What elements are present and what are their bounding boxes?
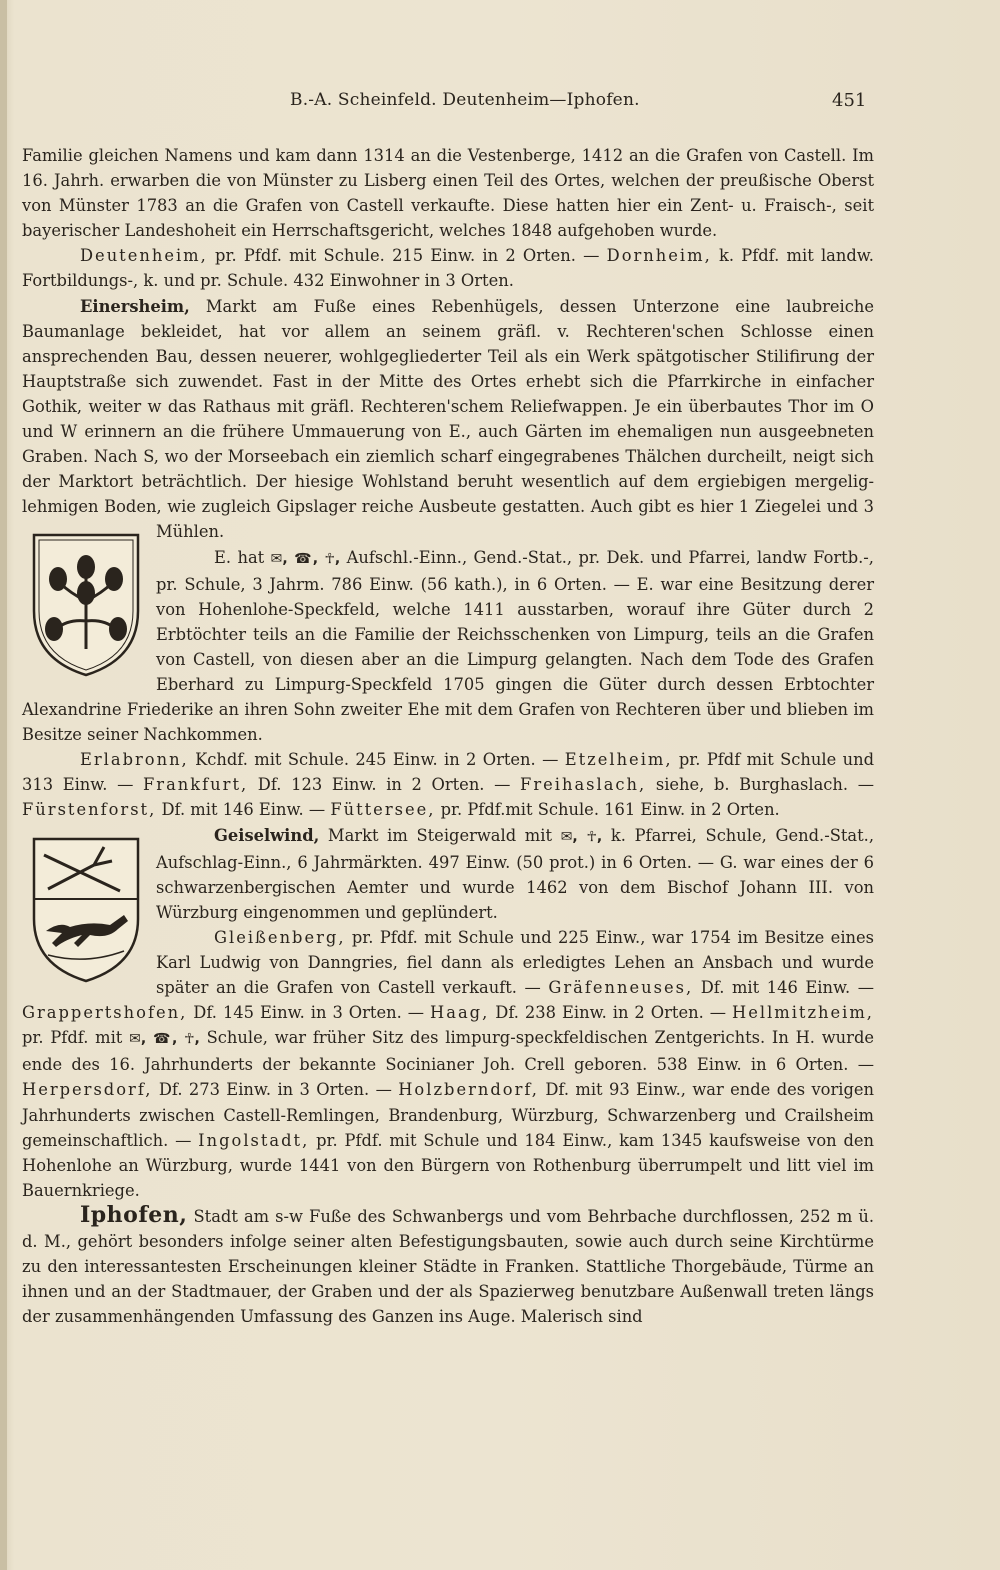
post-symbol-icon: ✉,	[560, 828, 578, 845]
crest-einersheim-icon	[30, 531, 142, 679]
page-number: 451	[832, 90, 867, 111]
paragraph-gleissenberg: Gleißenberg, pr. Pfdf. mit Schule und 225 Einw., war 1754 im Besitze eines Karl Ludwig von Danngries, fiel dann als erledigtes Lehen an Ansbach und wurde später an die Grafen von Castell verkauft. — Gräfenneuses, Df. mit 146 Einw. — Grappertshofen, Df. 145 Einw. in 3 Orten. — Haag, Df. 238 Einw. in 2 Orten. — Hellmitzheim, pr. Pfdf. mit ✉, ☎, ☥, Schule, war früher Sitz des limpurg-speckfeldischen Zentgerichts. In H. wurde ende des 16. Jahrhunderts der bekannte Socinianer Joh. Crell geboren. 538 Einw. in 6 Orten. — Herpersdorf, Df. 273 Einw. in 3 Orten. — Holzberndorf, Df. mit 93 Einw., war ende des vorigen Jahrhunderts zwischen Castell-Remlingen, Brandenburg, Würzburg, Schwarzenberg und Crailsheim gemeinschaftlich. — Ingolstadt, pr. Pfdf. mit Schule und 184 Einw., kam 1345 kaufsweise von den Hohenlohe an Würzburg, wurde 1441 von den Bürgern von Rothenburg überrumpelt und litt viel im Bauernkriege.	[22, 927, 875, 1200]
railway-symbol-icon: ☥,	[324, 550, 341, 567]
post-symbol-icon: ✉,	[129, 1031, 147, 1048]
paragraph-iphofen: Iphofen, Stadt am s-w Fuße des Schwanbergs und vom Behrbache durchflossen, 252 m ü. d. M., gehört besonders infolge seiner alten Befestigungsbauten, sowie auch durch seine Kirchtürme zu den interessantesten Erscheinungen kleiner Städte in Franken. Stattliche Thorgebäude, Türme an ihnen und an der Stadtmauer, der Graben und der als Spazierweg benutzbare Außenwall treten längs der zusammenhängenden Umfassung des Ganzen ins Auge. Malerisch sind	[22, 1201, 874, 1327]
paragraph-einersheim-details: E. hat ✉, ☎, ☥, Aufschl.-Einn., Gend.-Stat., pr. Dek. und Pfarrei, landw Fortb.-, pr. Schule, 3 Jahrm. 786 Einw. (56 kath.), in 6 Orten. — E. war eine Besitzung derer von Hohenlohe-Speckfeld, welche 1411 ausstarben, worauf ihre Güter durch 2 Erbtöchter teils an die Familie der Reichsschenken von Limpurg, teils an die Grafen von Castell, von diesen aber an die Limpurg gelangten. Nach dem Tode des Grafen Eberhard zu Limpurg-Speckfeld 1705 gingen die Güter durch dessen Erbtochter Alexandrine Friederike an ihren Sohn zweiter Ehe mit dem Grafen von Rechteren über und blieben im Besitze seiner Nachkommen.	[22, 547, 874, 745]
railway-symbol-icon: ☥,	[586, 828, 603, 845]
paragraph-einersheim: Einersheim, Markt am Fuße eines Rebenhügels, dessen Unterzone eine laubreiche Baumanlage bekleidet, hat vor allem an seinem gräfl. v. Rechteren'schen Schlosse einen ansprechenden Bau, dessen neuerer, wohlgegliederter Teil als ein Werk spätgotischer Stilifirung der Hauptstraße sich zuwendet. Fast in der Mitte des Ortes erhebt sich die Pfarrkirche in einfacher Gothik, weiter w das Rathaus mit gräfl. Rechteren'schem Reliefwappen. Je ein überbautes Thor im O und W erinnern an die frühere Ummauerung von E., auch Gärten im ehemaligen nun ausgeebneten Graben. Nach S, wo der Morseebach ein ziemlich scharf eingegrabenes Thälchen durcheilt, neigt sich der Marktort beträchtlich. Der hiesige Wohlstand beruht wesentlich auf dem ergiebigen mergelig-lehmigen Boden, wie zugleich Gipslager reiche Ausbeute gestatten. Auch gibt es hier 1 Ziegelei und 3 Mühlen.	[22, 294, 874, 545]
post-symbol-icon: ✉,	[270, 550, 288, 567]
crest-geiselwind-icon	[30, 835, 142, 985]
paragraph-geiselwind: Geiselwind, Markt im Steigerwald mit ✉, ☥, k. Pfarrei, Schule, Gend.-Stat., Aufschlag-Einn., 6 Jahrmärkten. 497 Einw. (50 prot.) in 6 Orten. — G. war eines der 6 schwarzenbergischen Aemter und wurde 1462 von dem Bischof Johann III. von Würzburg eingenommen und geplündert.	[22, 823, 874, 925]
running-header	[0, 90, 1000, 116]
place-name: Dornheim,	[606, 246, 712, 266]
paragraph-deutenheim: Deutenheim, pr. Pfdf. mit Schule. 215 Einw. in 2 Orten. — Dornheim, k. Pfdf. mit landw. Fortbildungs-, k. und pr. Schule. 432 Einwohner in 3 Orten.	[22, 246, 874, 291]
place-name-bold: Iphofen,	[80, 1201, 188, 1228]
header-title: B.-A. Scheinfeld. Deutenheim—Iphofen.	[290, 90, 640, 110]
railway-symbol-icon: ☥,	[184, 1031, 200, 1048]
place-name-bold: Einersheim,	[80, 296, 190, 316]
place-name: Deutenheim,	[80, 246, 208, 266]
place-name-bold: Geiselwind,	[214, 825, 320, 845]
page-body	[22, 143, 874, 1329]
paragraph-erlabronn: Erlabronn, Kchdf. mit Schule. 245 Einw. in 2 Orten. — Etzelheim, pr. Pfdf mit Schule und 313 Einw. — Frankfurt, Df. 123 Einw. in 2 Orten. — Freihaslach, siehe, b. Burghaslach. — Fürstenforst, Df. mit 146 Einw. — Füttersee, pr. Pfdf.mit Schule. 161 Einw. in 2 Orten.	[22, 750, 874, 820]
telephone-symbol-icon: ☎,	[294, 550, 319, 567]
telephone-symbol-icon: ☎,	[152, 1031, 178, 1048]
book-binding-edge	[0, 0, 7, 1570]
paragraph-familie: Familie gleichen Namens und kam dann 1314 an die Vestenberge, 1412 an die Grafen von Castell. Im 16. Jahrh. erwarben die von Münster zu Lisberg einen Teil des Ortes, welchen der preußische Oberst von Münster 1783 an die Grafen von Castell verkaufte. Diese hatten hier ein Zent- u. Fraisch-, seit bayerischer Landeshoheit ein Herrschaftsgericht, welches 1848 aufgehoben wurde.	[22, 146, 874, 241]
